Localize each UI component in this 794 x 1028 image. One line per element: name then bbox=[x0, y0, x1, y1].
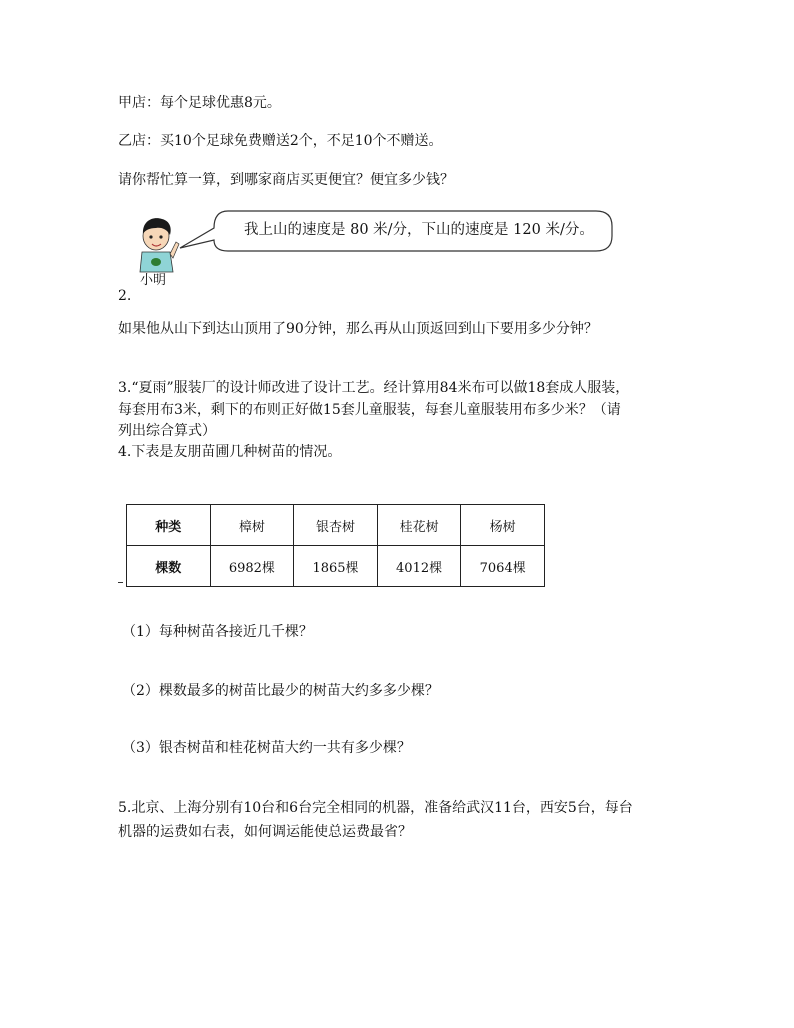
q2-text: 如果他从山下到达山顶用了90分钟，那么再从山顶返回到山下要用多少分钟？ bbox=[118, 321, 598, 337]
table-cell: 1865棵 bbox=[294, 546, 378, 587]
shop-b-offer: 乙店：买10个足球免费赠送2个，不足10个不赠送。 bbox=[118, 133, 443, 149]
shop-question: 请你帮忙算一算，到哪家商店买更便宜？便宜多少钱？ bbox=[118, 172, 454, 188]
boy-icon bbox=[134, 214, 180, 276]
table-cell: 银杏树 bbox=[294, 505, 378, 546]
q4-sub-3: （3）银杏树苗和桂花树苗大约一共有多少棵？ bbox=[122, 740, 411, 756]
q4-title: 4.下表是友朋苗圃几种树苗的情况。 bbox=[118, 444, 342, 460]
table-cell: 桂花树 bbox=[377, 505, 461, 546]
shop-a-offer: 甲店：每个足球优惠8元。 bbox=[118, 95, 281, 111]
table-cell: 杨树 bbox=[461, 505, 545, 546]
q5-line-1: 5.北京、上海分别有10台和6台完全相同的机器，准备给武汉11台，西安5台，每台 bbox=[118, 800, 633, 816]
table-anchor-mark bbox=[118, 582, 123, 583]
character-name: 小明 bbox=[140, 273, 167, 288]
q3-line-2: 每套用布3米，剩下的布则正好做15套儿童服装，每套儿童服装用布多少米？（请 bbox=[118, 402, 621, 418]
q3-line-1: 3.“夏雨”服装厂的设计师改进了设计工艺。经计算用84米布可以做18套成人服装， bbox=[118, 380, 630, 396]
table-row bbox=[127, 546, 545, 587]
q2-number: 2. bbox=[118, 288, 132, 304]
q4-sub-1: （1）每种树苗各接近几千棵？ bbox=[122, 624, 313, 640]
table-cell: 4012棵 bbox=[377, 546, 461, 587]
table-row bbox=[127, 505, 545, 546]
table-cell: 种类 bbox=[127, 505, 211, 546]
speech-text: 我上山的速度是 80 米/分，下山的速度是 120 米/分。 bbox=[244, 222, 594, 238]
q3-line-3: 列出综合算式） bbox=[118, 423, 216, 439]
tree-table bbox=[126, 504, 545, 587]
table-cell: 7064棵 bbox=[461, 546, 545, 587]
table-cell: 6982棵 bbox=[210, 546, 294, 587]
table-cell: 樟树 bbox=[210, 505, 294, 546]
q5-line-2: 机器的运费如右表，如何调运能使总运费最省？ bbox=[118, 824, 412, 840]
q4-sub-2: （2）棵数最多的树苗比最少的树苗大约多多少棵？ bbox=[122, 683, 439, 699]
table-cell: 棵数 bbox=[127, 546, 211, 587]
